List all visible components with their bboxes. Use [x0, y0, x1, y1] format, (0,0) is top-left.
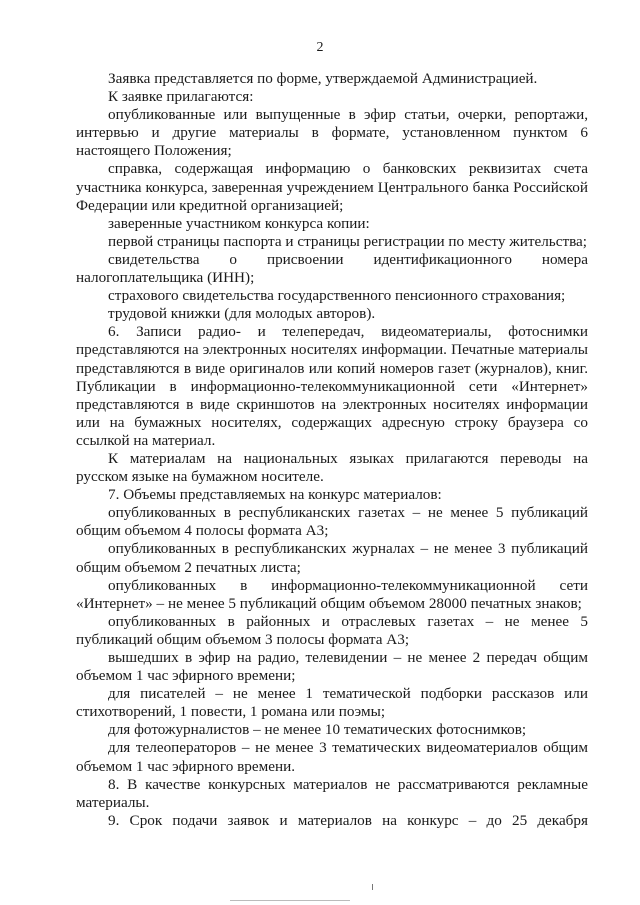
paragraph-writers: для писателей – не менее 1 тематической подборки рассказов или стихотворений, 1 повести, 1 романа или поэмы;	[76, 685, 588, 721]
paragraph-translations: К материалам на национальных языках прилагаются переводы на русском языке на бумажном носителе.	[76, 449, 588, 486]
paragraph-work-book: трудовой книжки (для молодых авторов).	[108, 305, 376, 323]
paragraph-radio-tv: вышедших в эфир на радио, телевидении – не менее 2 передач общим объемом 1 час эфирного времени;	[76, 649, 588, 685]
paragraph-section-7-volumes: 7. Объемы представляемых на конкурс материалов:	[108, 486, 442, 504]
paragraph-passport-pages: первой страницы паспорта и страницы регистрации по месту жительства;	[108, 232, 588, 250]
paragraph-application-form: Заявка представляется по форме, утверждаемой Администрацией.	[108, 70, 538, 87]
paragraph-section-8-ads: 8. В качестве конкурсных материалов не рассматриваются рекламные материалы.	[76, 775, 588, 811]
paragraph-attachments-intro: К заявке прилагаются:	[108, 88, 254, 106]
scan-artifact	[230, 900, 350, 901]
scan-artifact	[372, 884, 373, 890]
paragraph-certified-copies: заверенные участником конкурса копии:	[108, 214, 370, 232]
paragraph-republic-journals: опубликованных в республиканских журналах – не менее 3 публикаций общим объемом 2 печатных листа;	[76, 540, 588, 576]
paragraph-photojournalists: для фотожурналистов – не менее 10 тематических фотоснимков;	[108, 721, 527, 739]
paragraph-section-9-deadline: 9. Срок подачи заявок и материалов на конкурс – до 25 декабря	[108, 811, 588, 829]
paragraph-pension-certificate: страхового свидетельства государственного пенсионного страхования;	[108, 287, 566, 305]
document-body	[76, 70, 588, 830]
paragraph-internet-publications: опубликованных в информационно-телекоммуникационной сети «Интернет» – не менее 5 публикаций общим объемом 28000 печатных знаков;	[76, 576, 588, 612]
paragraph-inn-certificate: свидетельства о присвоении идентификационного номера налогоплательщика (ИНН);	[76, 250, 588, 287]
paragraph-republic-newspapers: опубликованных в республиканских газетах – не менее 5 публикаций общим объемом 4 полосы формата А3;	[76, 504, 588, 540]
paragraph-bank-certificate: справка, содержащая информацию о банковских реквизитах счета участника конкурса, заверенная учреждением Центрального банка Российской Федерации или кредитной организацией;	[76, 160, 588, 214]
page-number: 2	[316, 40, 324, 55]
paragraph-camera-operators: для телеоператоров – не менее 3 тематических видеоматериалов общим объемом 1 час эфирного времени.	[76, 739, 588, 775]
paragraph-section-6-media: 6. Записи радио- и телепередач, видеоматериалы, фотоснимки представляются на электронных носителях информации. Печатные материалы представляются в виде оригиналов или копий номеров газет (журналов), книг. Публикации в информационно-телекоммуникационной сети «Интернет» представляются в виде скриншотов на электронных носителях информации или на бумажных носителях, содержащих адресную строку браузера со ссылкой на материал.	[76, 323, 588, 449]
paragraph-published-materials: опубликованные или выпущенные в эфир статьи, очерки, репортажи, интервью и другие материалы в формате, установленном пунктом 6 настоящего Положения;	[76, 106, 588, 160]
paragraph-district-newspapers: опубликованных в районных и отраслевых газетах – не менее 5 публикаций общим объемом 3 полосы формата А3;	[76, 612, 588, 648]
